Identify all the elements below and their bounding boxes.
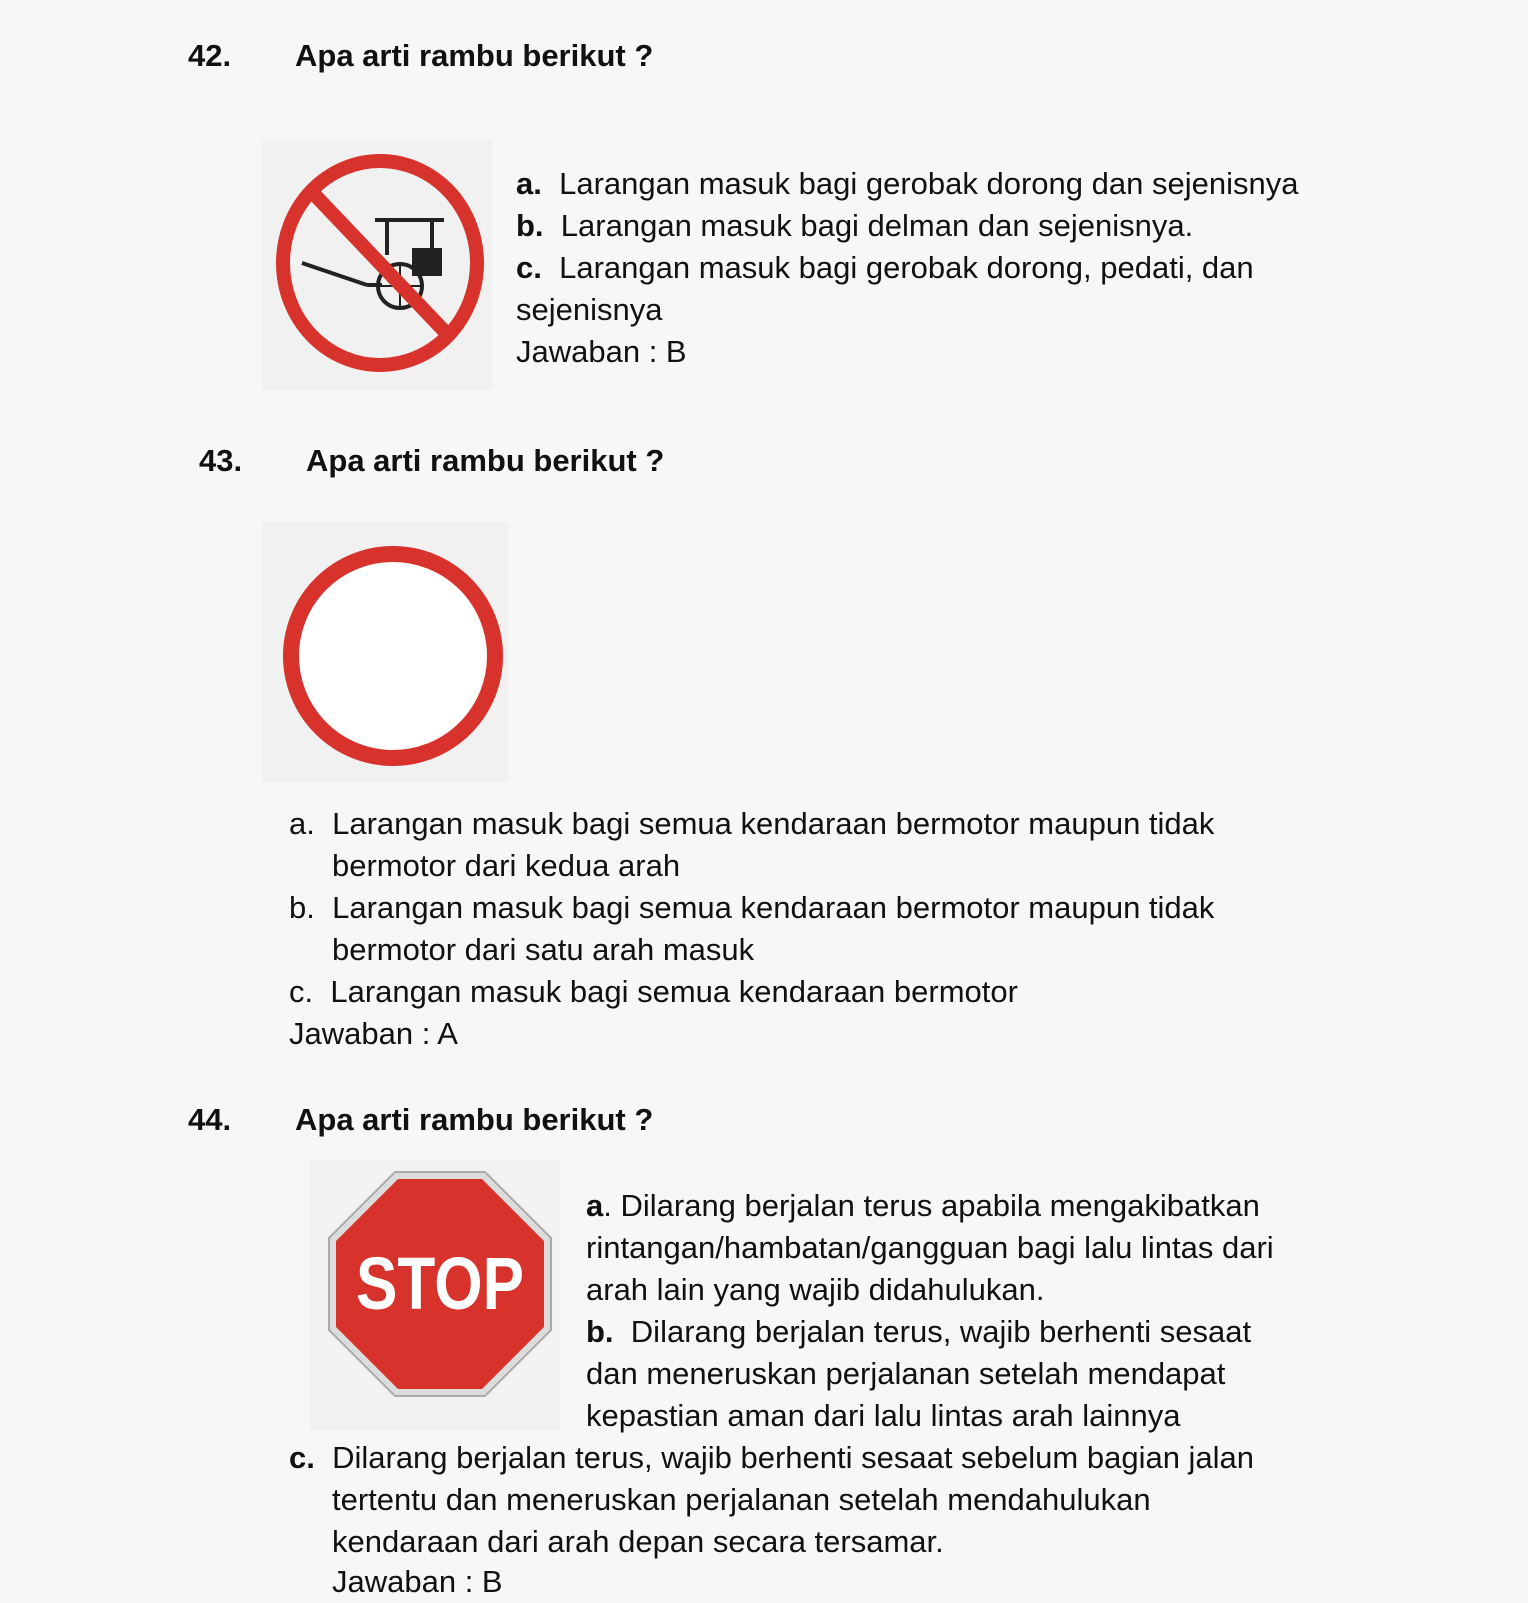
question-title: Apa arti rambu berikut ? — [295, 1102, 654, 1137]
option-b: b. Larangan masuk bagi semua kendaraan bermotor maupun tidak — [289, 890, 1215, 925]
no-cart-sign-icon — [272, 150, 488, 376]
question-number: 42. — [188, 38, 232, 73]
option-c-continued: kendaraan dari arah depan secara tersamar. — [332, 1524, 944, 1559]
option-c-continued: tertentu dan meneruskan perjalanan setelah mendahulukan — [332, 1482, 1151, 1517]
option-a-continued: bermotor dari kedua arah — [332, 848, 681, 883]
option-a: a. Larangan masuk bagi semua kendaraan bermotor maupun tidak — [289, 806, 1215, 841]
option-c-continued: sejenisnya — [516, 292, 663, 327]
question-number: 43. — [199, 443, 243, 478]
option-c: c. Larangan masuk bagi semua kendaraan bermotor — [289, 974, 1018, 1009]
answer: Jawaban : A — [289, 1016, 458, 1051]
option-a: a. Larangan masuk bagi gerobak dorong dan sejenisnya — [516, 166, 1299, 201]
stop-sign-icon — [325, 1168, 555, 1400]
option-b: b. Dilarang berjalan terus, wajib berhenti sesaat — [586, 1314, 1252, 1349]
option-b-continued: bermotor dari satu arah masuk — [332, 932, 755, 967]
option-c: c. Dilarang berjalan terus, wajib berhenti sesaat sebelum bagian jalan — [289, 1440, 1255, 1475]
option-b-continued: dan meneruskan perjalanan setelah mendapat — [586, 1356, 1226, 1391]
option-b: b. Larangan masuk bagi delman dan sejenisnya. — [516, 208, 1194, 243]
option-a-continued: arah lain yang wajib didahulukan. — [586, 1272, 1045, 1307]
option-a: a. Dilarang berjalan terus apabila mengakibatkan — [586, 1188, 1260, 1223]
question-number: 44. — [188, 1102, 232, 1137]
answer: Jawaban : B — [332, 1564, 503, 1599]
option-a-continued: rintangan/hambatan/gangguan bagi lalu lintas dari — [586, 1230, 1274, 1265]
answer: Jawaban : B — [516, 334, 687, 369]
question-title: Apa arti rambu berikut ? — [295, 38, 654, 73]
option-b-continued: kepastian aman dari lalu lintas arah lainnya — [586, 1398, 1181, 1433]
option-c: c. Larangan masuk bagi gerobak dorong, pedati, dan — [516, 250, 1254, 285]
stop-sign-text: STOP — [356, 1242, 524, 1325]
no-entry-circle-sign-icon — [280, 538, 506, 774]
question-title: Apa arti rambu berikut ? — [306, 443, 665, 478]
